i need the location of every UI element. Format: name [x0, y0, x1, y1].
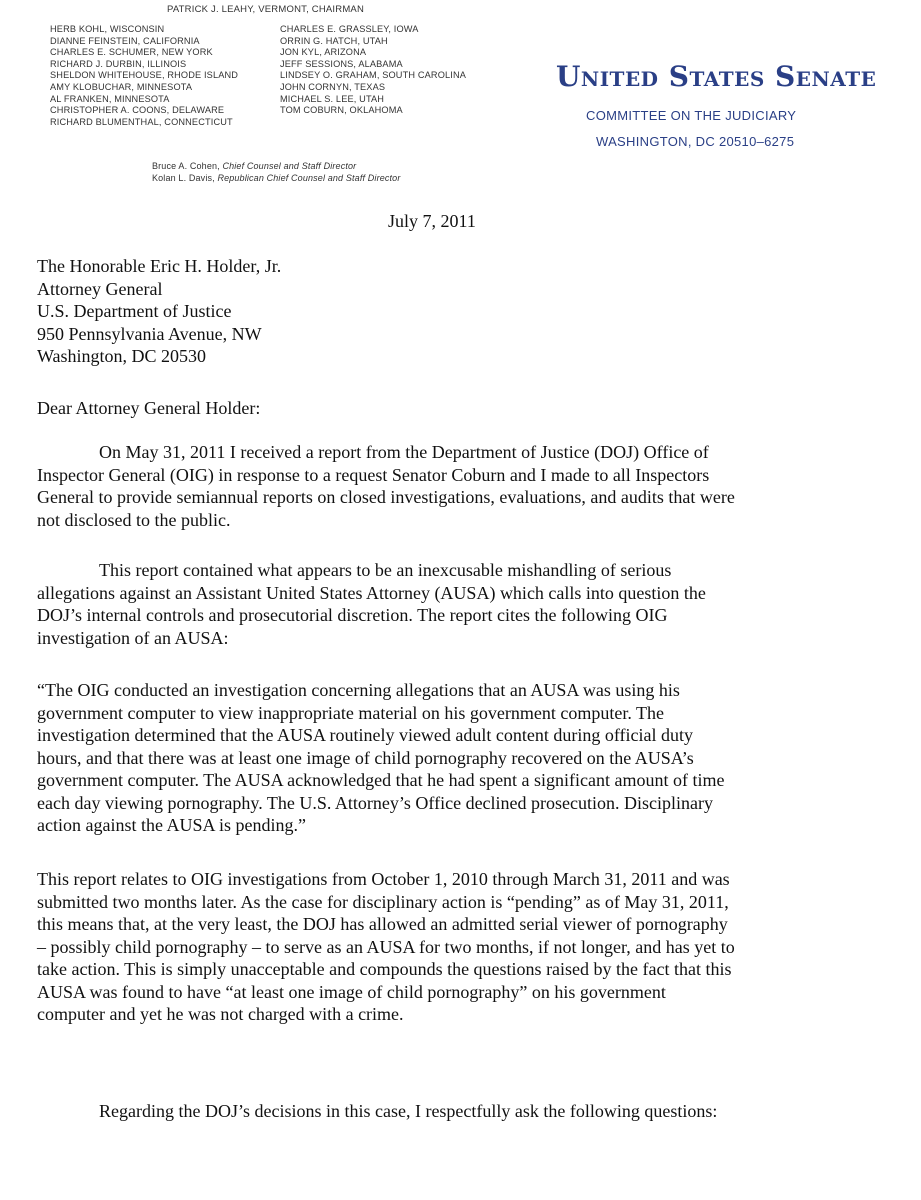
member-name: ORRIN G. HATCH, UTAH [280, 35, 388, 46]
paragraph-line: not disclosed to the public. [37, 509, 231, 530]
counsel-name: Bruce A. Cohen, [152, 161, 220, 171]
member-name: MICHAEL S. LEE, UTAH [280, 93, 385, 104]
member-name: LINDSEY O. GRAHAM, SOUTH CAROLINA [280, 70, 467, 81]
member-name: RICHARD BLUMENTHAL, CONNECTICUT [50, 116, 233, 127]
salutation: Dear Attorney General Holder: [37, 398, 261, 418]
paragraph-line: This report contained what appears to be an inexcusable mishandling of serious [99, 560, 672, 580]
paragraph-line: government computer to view inappropriate material on his government computer. The [37, 702, 664, 723]
paragraph-line: hours, and that there was at least one image of child pornography recovered on the AUSA’s [37, 747, 694, 768]
majority-members-list [50, 24, 238, 128]
paragraph-line: submitted two months later. As the case for disciplinary action is “pending” as of May 31, 2011, [37, 891, 729, 912]
addressee-line: The Honorable Eric H. Holder, Jr. [37, 256, 282, 276]
member-name: CHARLES E. SCHUMER, NEW YORK [50, 47, 213, 58]
member-name: AL FRANKEN, MINNESOTA [50, 93, 170, 104]
committee-name: COMMITTEE ON THE JUDICIARY [586, 108, 797, 123]
member-name: JOHN CORNYN, TEXAS [280, 81, 386, 92]
paragraph-line: allegations against an Assistant United States Attorney (AUSA) which calls into question the [37, 582, 706, 603]
addressee-line: 950 Pennsylvania Avenue, NW [37, 323, 262, 344]
paragraph-mishandling [37, 559, 852, 649]
paragraph-line: “The OIG conducted an investigation concerning allegations that an AUSA was using his [37, 680, 680, 700]
counsel-title: Chief Counsel and Staff Director [222, 161, 357, 171]
paragraph-questions-intro [37, 1100, 852, 1123]
member-name: JON KYL, ARIZONA [280, 47, 367, 58]
paragraph-line: computer and yet he was not charged with a crime. [37, 1004, 404, 1024]
member-name: TOM COBURN, OKLAHOMA [280, 105, 403, 116]
member-name: SHELDON WHITEHOUSE, RHODE ISLAND [50, 70, 239, 81]
minority-members-list [280, 24, 466, 117]
paragraph-line: Inspector General (OIG) in response to a request Senator Coburn and I made to all Inspectors [37, 464, 710, 485]
paragraph-line: AUSA was found to have “at least one image of child pornography” on his government [37, 981, 666, 1002]
addressee-line: Attorney General [37, 278, 163, 299]
paragraph-line: government computer. The AUSA acknowledged that he had spent a significant amount of time [37, 770, 725, 790]
paragraph-report-received [37, 441, 852, 531]
quoted-investigation [37, 679, 852, 837]
committee-address: WASHINGTON, DC 20510–6275 [596, 134, 795, 149]
counsel-title: Republican Chief Counsel and Staff Director [217, 173, 401, 183]
paragraph-line: investigation determined that the AUSA routinely viewed adult content during official duty [37, 725, 694, 745]
member-name: AMY KLOBUCHAR, MINNESOTA [50, 81, 193, 92]
member-name: CHARLES E. GRASSLEY, IOWA [280, 24, 419, 34]
addressee-line: Washington, DC 20530 [37, 346, 207, 366]
paragraph-line: action against the AUSA is pending.” [37, 815, 306, 835]
paragraph-line: investigation of an AUSA: [37, 627, 229, 648]
member-name: DIANNE FEINSTEIN, CALIFORNIA [50, 35, 200, 46]
paragraph-line: Regarding the DOJ’s decisions in this case, I respectfully ask the following questions: [99, 1101, 718, 1121]
paragraph-line: take action. This is simply unacceptable and compounds the questions raised by the fact that this [37, 959, 732, 979]
republican-chief-counsel [152, 172, 400, 184]
paragraph-line: On May 31, 2011 I received a report from the Department of Justice (DOJ) Office of [99, 442, 709, 462]
member-name: JEFF SESSIONS, ALABAMA [280, 58, 403, 69]
member-name: CHRISTOPHER A. COONS, DELAWARE [50, 105, 225, 116]
addressee-block [37, 255, 281, 368]
paragraph-line: General to provide semiannual reports on closed investigations, evaluations, and audits that were [37, 487, 735, 507]
paragraph-line: This report relates to OIG investigations from October 1, 2010 through March 31, 2011 and was [37, 869, 730, 889]
member-name: HERB KOHL, WISCONSIN [50, 24, 165, 34]
committee-chairman: PATRICK J. LEAHY, VERMONT, CHAIRMAN [167, 4, 365, 15]
senate-title: United States Senate [556, 60, 877, 93]
letter-date: July 7, 2011 [388, 211, 476, 231]
paragraph-line: each day viewing pornography. The U.S. Attorney’s Office declined prosecution. Disciplinary [37, 792, 713, 813]
addressee-line: U.S. Department of Justice [37, 301, 232, 321]
paragraph-line: this means that, at the very least, the DOJ has allowed an admitted serial viewer of pornography [37, 914, 728, 934]
chief-counsel [152, 160, 400, 172]
paragraph-line: – possibly child pornography – to serve as an AUSA for two months, if not longer, and has yet to [37, 936, 735, 957]
paragraph-line: DOJ’s internal controls and prosecutorial discretion. The report cites the following OIG [37, 605, 668, 625]
member-name: RICHARD J. DURBIN, ILLINOIS [50, 58, 187, 69]
counsel-name: Kolan L. Davis, [152, 173, 215, 183]
staff-directors [152, 160, 400, 184]
paragraph-report-timing [37, 868, 852, 1026]
